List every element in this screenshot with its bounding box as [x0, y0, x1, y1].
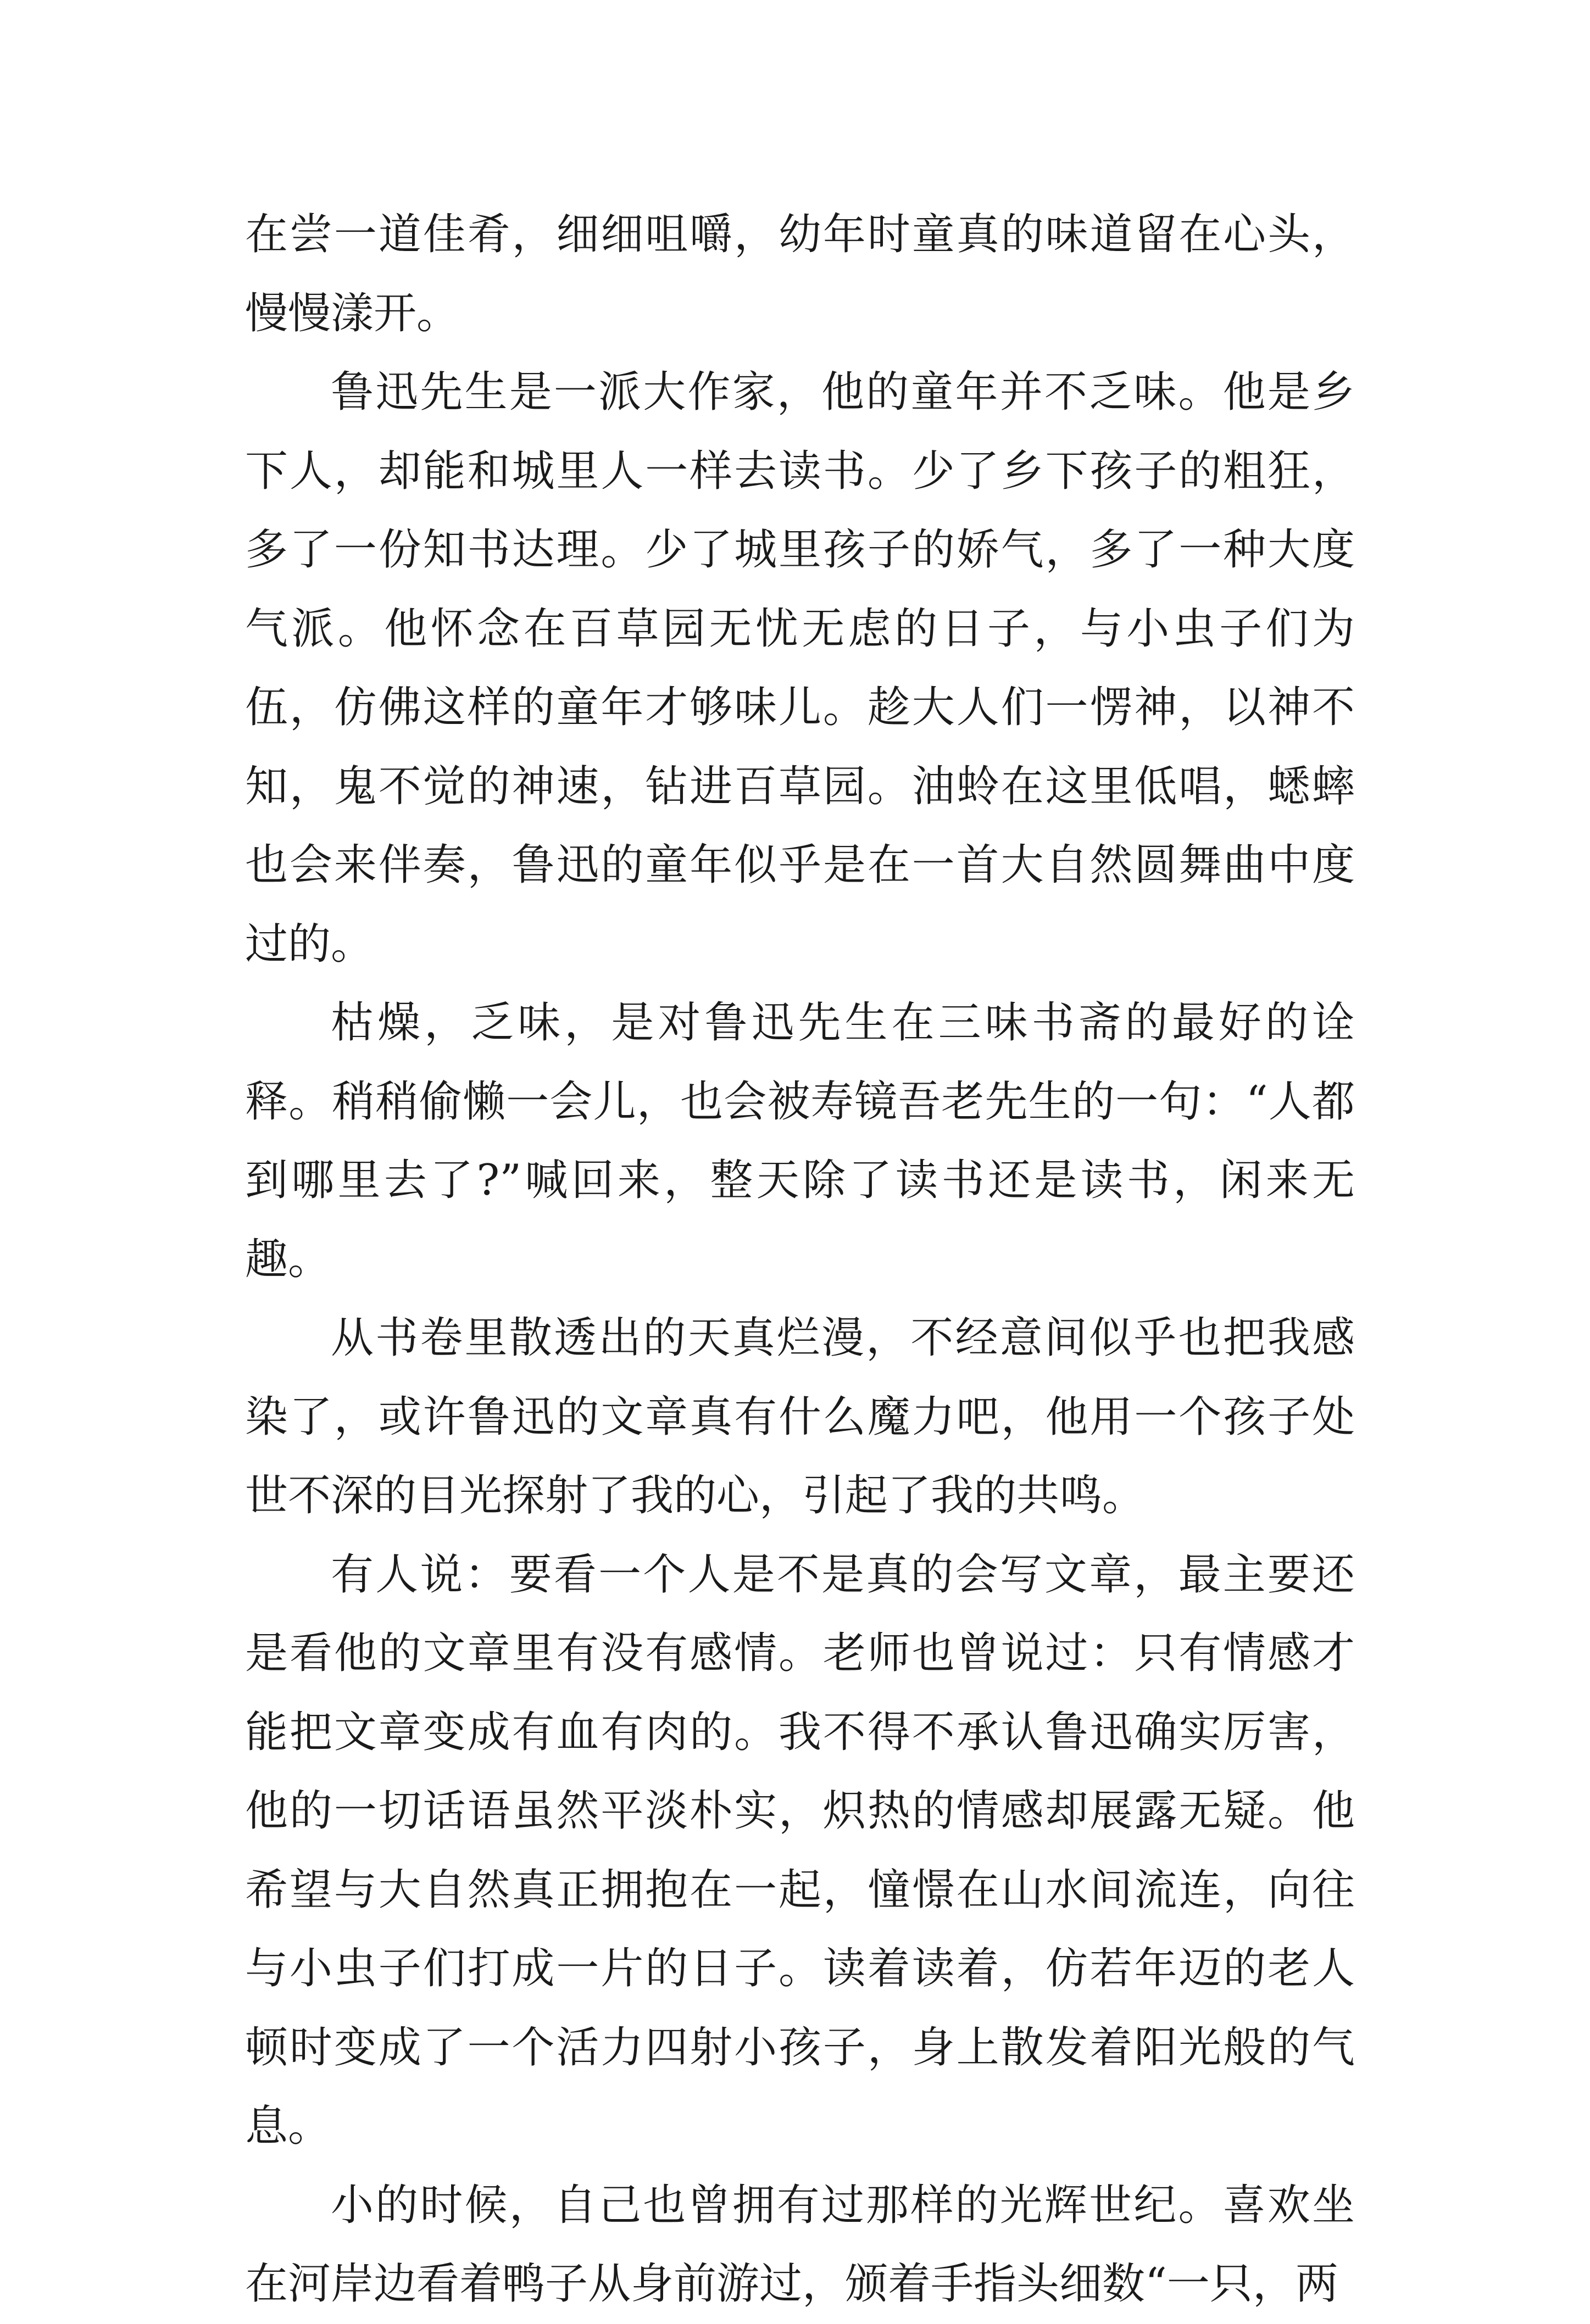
- paragraph-2: 鲁迅先生是一派大作家，他的童年并不乏味。他是乡下人，却能和城里人一样去读书。少了乡下孩子的粗狂，多了一份知书达理。少了城里孩子的娇气，多了一种大度气派。他怀念在百草园无忧无虑的日子，与小虫子们为伍，仿佛这样的童年才够味儿。趁大人们一愣神，以神不知，鬼不觉的神速，钻进百草园。油蛉在这里低唱，蟋蟀也会来伴奏，鲁迅的童年似乎是在一首大自然圆舞曲中度过的。: [245, 367, 1355, 969]
- paragraph-1: 在尝一道佳肴，细细咀嚼，幼年时童真的味道留在心头，慢慢漾开。: [245, 210, 1355, 338]
- paragraph-4: 从书卷里散透出的天真烂漫，不经意间似乎也把我感染了，或许鲁迅的文章真有什么魔力吧，他用一个孩子处世不深的目光探射了我的心，引起了我的共鸣。: [245, 1313, 1355, 1520]
- paragraph-5: 有人说：要看一个人是不是真的会写文章，最主要还是看他的文章里有没有感情。老师也曾说过：只有情感才能把文章变成有血有肉的。我不得不承认鲁迅确实厉害，他的一切话语虽然平淡朴实，炽热的情感却展露无疑。他希望与大自然真正拥抱在一起，憧憬在山水间流连，向往与小虫子们打成一片的日子。读着读着，仿若年迈的老人顿时变成了一个活力四射小孩子，身上散发着阳光般的气息。: [245, 1550, 1355, 2151]
- paragraph-6: 小的时候，自己也曾拥有过那样的光辉世纪。喜欢坐在河岸边看着鸭子从身前游过，颁着手指头细数“一只，两: [245, 2180, 1355, 2309]
- paragraph-3: 枯燥，乏味，是对鲁迅先生在三味书斋的最好的诠释。稍稍偷懒一会儿，也会被寿镜吾老先生的一句：“人都到哪里去了?”喊回来，整天除了读书还是读书，闲来无趣。: [245, 998, 1355, 1284]
- document-body: [245, 196, 1355, 2324]
